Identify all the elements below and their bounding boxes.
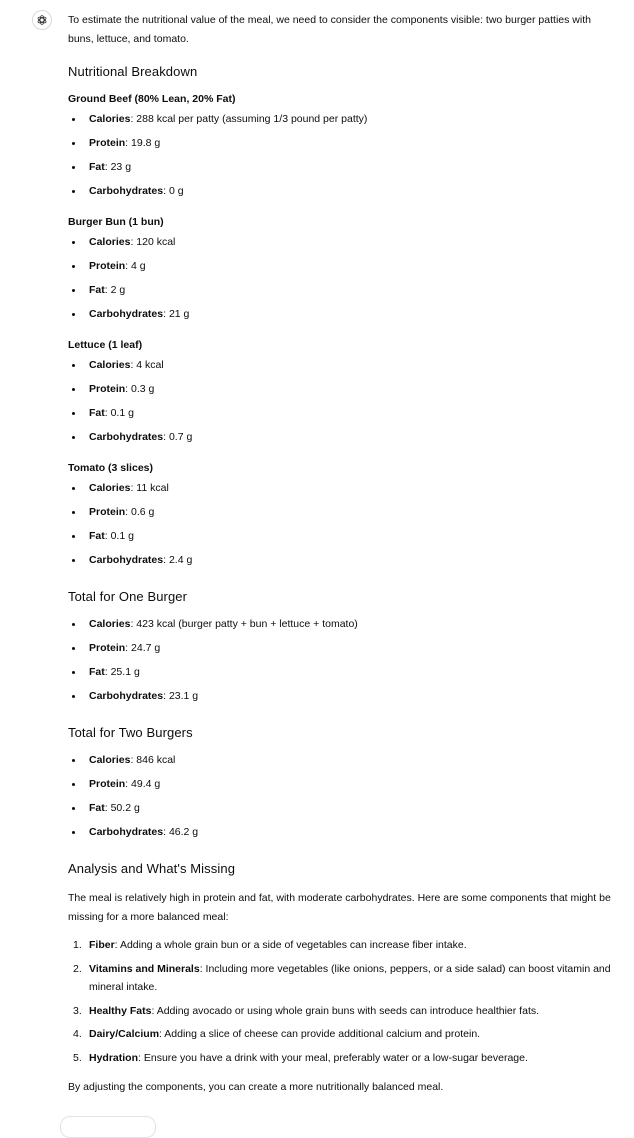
openai-logo-icon — [36, 14, 48, 26]
list-item: Calories: 423 kcal (burger patty + bun + lettuce + tomato) — [68, 617, 613, 641]
list-item: Calories: 846 kcal — [68, 753, 613, 777]
list-item: Carbohydrates: 0 g — [68, 184, 613, 208]
breakdown-heading: Nutritional Breakdown — [68, 64, 198, 79]
section-heading: Analysis and What's Missing — [68, 861, 236, 876]
section-heading: Total for Two Burgers — [68, 725, 193, 740]
numbered-item: 5. Hydration: Ensure you have a drink with your meal, preferably water or a low-sugar beverage. — [73, 1051, 528, 1064]
list-item: Protein: 0.3 g — [68, 382, 613, 406]
list-item: Protein: 19.8 g — [68, 136, 613, 160]
list-item: Calories: 4 kcal — [68, 358, 613, 382]
list-item: Carbohydrates: 2.4 g — [68, 553, 613, 577]
numbered-item: 1. Fiber: Adding a whole grain bun or a side of vegetables can increase fiber intake. — [73, 939, 467, 951]
list-item: Carbohydrates: 0.7 g — [68, 430, 613, 454]
group-title: Ground Beef (80% Lean, 20% Fat) — [68, 93, 236, 105]
closing-paragraph: By adjusting the components, you can create a more nutritionally balanced meal. — [68, 1081, 444, 1093]
group-title: Burger Bun (1 bun) — [68, 216, 164, 228]
list-item: Protein: 24.7 g — [68, 641, 613, 665]
list-item: Fat: 25.1 g — [68, 665, 613, 689]
list-item: Carbohydrates: 46.2 g — [68, 825, 613, 849]
lettuce-group — [68, 338, 613, 454]
list-item: Fat: 0.1 g — [68, 406, 613, 430]
tomato-group — [68, 461, 613, 577]
group-title: Lettuce (1 leaf) — [68, 339, 143, 351]
list-item: Protein: 0.6 g — [68, 505, 613, 529]
list-item: Fat: 23 g — [68, 160, 613, 184]
numbered-item: 2. Vitamins and Minerals: Including more vegetables (like onions, peppers, or a side salad) can boost vitamin and mineral intake. — [73, 962, 611, 993]
list-item: Calories: 120 kcal — [68, 235, 613, 259]
list-item: Carbohydrates: 21 g — [68, 307, 613, 331]
numbered-item: 4. Dairy/Calcium: Adding a slice of cheese can provide additional calcium and protein. — [73, 1028, 481, 1040]
intro-paragraph: To estimate the nutritional value of the meal, we need to consider the components visible: two burger patties with buns, lettuce, and tomato. — [68, 14, 591, 45]
total-two-burgers — [68, 724, 613, 849]
list-item: Fat: 0.1 g — [68, 529, 613, 553]
total-one-burger — [68, 588, 613, 713]
analysis-section — [68, 860, 613, 1097]
section-heading: Total for One Burger — [68, 589, 188, 604]
ground-beef-group — [68, 92, 613, 208]
list-item: Carbohydrates: 23.1 g — [68, 689, 613, 713]
list-item: Calories: 11 kcal — [68, 481, 613, 505]
list-item: Calories: 288 kcal per patty (assuming 1/3 pound per patty) — [68, 112, 613, 136]
assistant-message — [68, 11, 613, 1097]
message-action-pill[interactable] — [60, 1116, 156, 1138]
list-item: Fat: 50.2 g — [68, 801, 613, 825]
assistant-avatar — [32, 10, 52, 30]
analysis-intro: The meal is relatively high in protein and fat, with moderate carbohydrates. Here are some components that might be missing for a more balanced meal: — [68, 892, 611, 923]
group-title: Tomato (3 slices) — [68, 462, 153, 474]
numbered-item: 3. Healthy Fats: Adding avocado or using whole grain buns with seeds can introduce healthier fats. — [73, 1004, 540, 1017]
list-item: Protein: 4 g — [68, 259, 613, 283]
burger-bun-group — [68, 215, 613, 331]
list-item: Fat: 2 g — [68, 283, 613, 307]
list-item: Protein: 49.4 g — [68, 777, 613, 801]
